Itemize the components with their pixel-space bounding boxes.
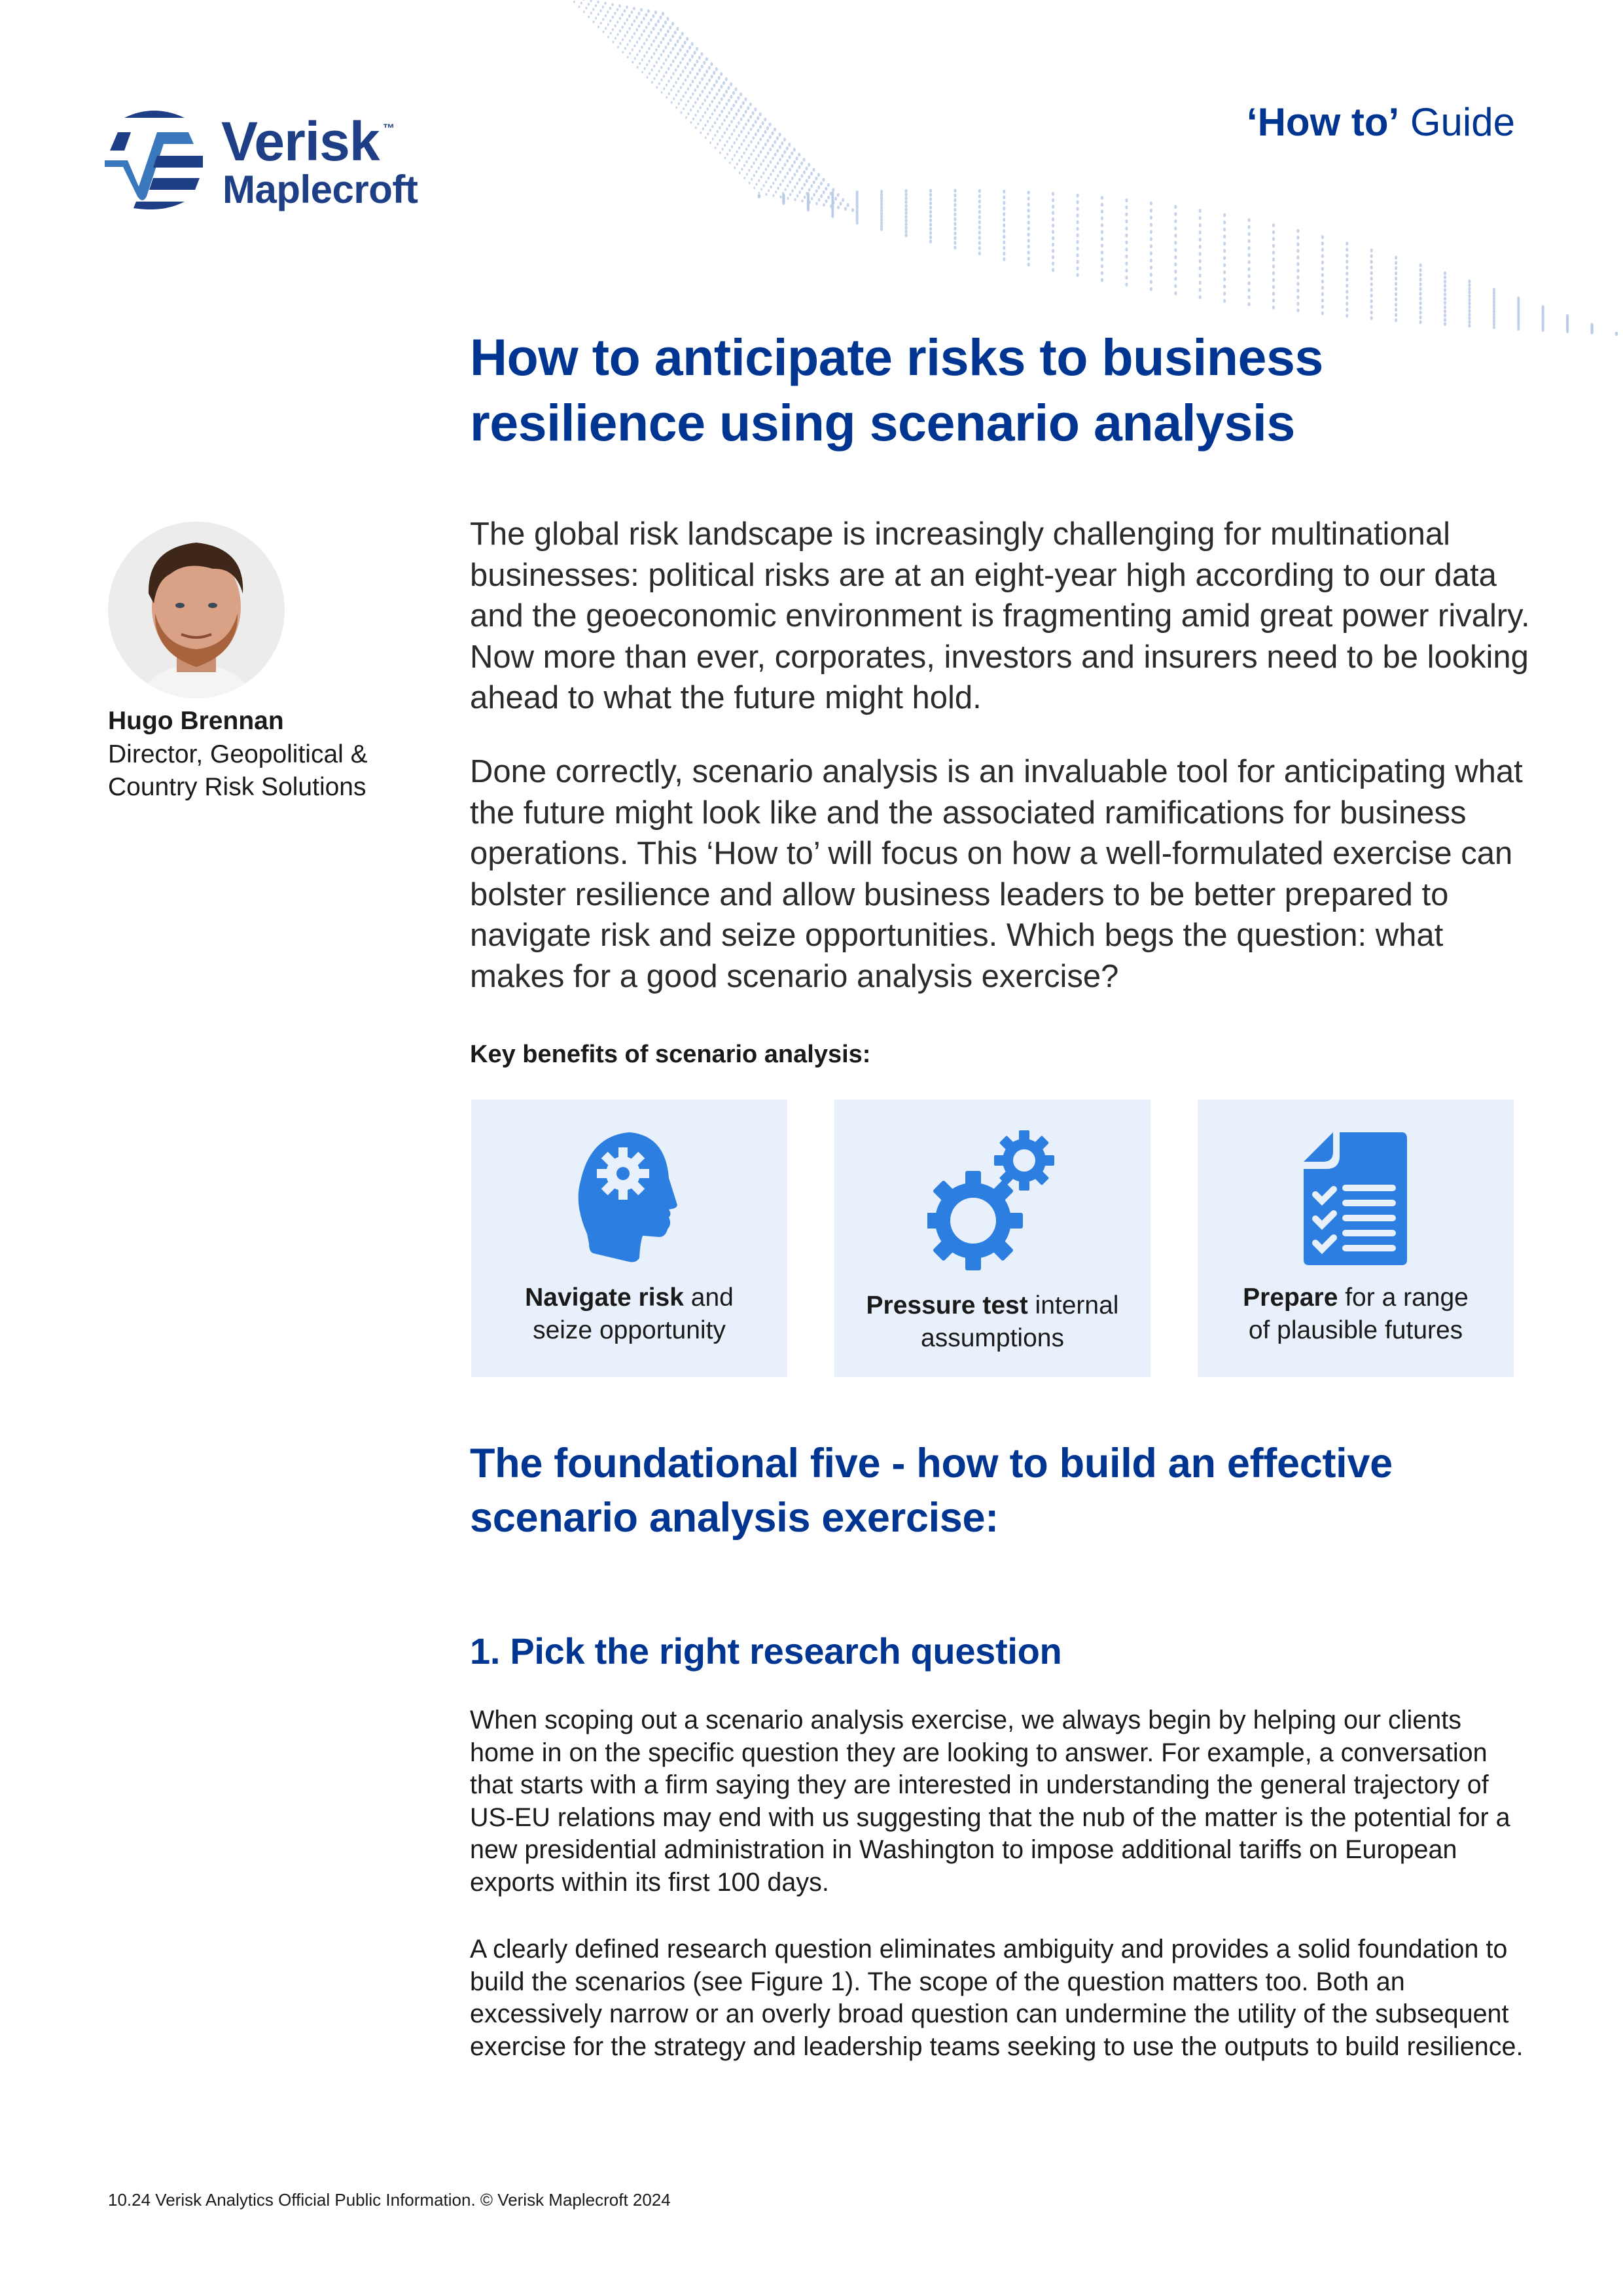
author-role — [108, 738, 396, 804]
gears-icon — [927, 1129, 1058, 1273]
benefit-caption-bold: Navigate risk — [525, 1283, 684, 1312]
step-1-paragraph-1: When scoping out a scenario analysis exercise, we always begin by helping our clients home in on the specific question they are looking to answer. For example, a conversation that starts with a firm saying they are interested in understanding the general trajectory of US-EU relations may end with us suggesting that the nub of the matter is the potential for a new presidential administration in Washington to impose additional tariffs on European exports within its first 100 days. — [470, 1706, 1510, 1897]
author-name: Hugo Brennan — [108, 707, 284, 735]
intro-paragraph-2: Done correctly, scenario analysis is an invaluable tool for anticipating what the future might look like and the associated ramifications for business operations. This ‘How to’ will focus on how a well-formulated exercise can bolster resilience and allow business leaders to be better prepared to navigate risk and seize opportunities. Which begs the question: what makes for a good scenario analysis exercise? — [470, 754, 1523, 994]
step-1-heading: 1. Pick the right research question — [470, 1630, 1062, 1672]
guide-label-bold: ‘How to’ — [1246, 100, 1400, 144]
head-gear-icon — [577, 1132, 682, 1270]
step-1-paragraph-2: A clearly defined research question eliminates ambiguity and provides a solid foundation to build the scenarios (see Figure 1). The scope of the question matters too. Both an excessively narrow or an overly broad question can undermine the utility of the subsequent exercise for the strategy and leadership teams seeking to use the outputs to build resilience. — [470, 1935, 1524, 2061]
benefit-card-prepare — [1198, 1100, 1514, 1377]
benefit-caption-line-2: of plausible futures — [1248, 1316, 1463, 1344]
section-heading-line-1: The foundational five - how to build an effective — [470, 1441, 1393, 1486]
decorative-dot-wave — [556, 0, 1623, 353]
logo-wordmark-maplecroft: Maplecroft — [223, 168, 418, 211]
benefit-caption-line-2: assumptions — [921, 1324, 1064, 1352]
author-portrait-icon — [108, 522, 285, 698]
document-type-label — [1247, 99, 1515, 145]
benefit-caption-line-2: seize opportunity — [533, 1316, 726, 1344]
benefit-caption-rest: and — [683, 1283, 734, 1312]
benefit-caption-rest: for a range — [1338, 1283, 1469, 1312]
logo-trademark: ™ — [383, 122, 395, 135]
benefit-caption-bold: Pressure test — [866, 1291, 1028, 1319]
verisk-maplecroft-logo — [105, 105, 445, 209]
verisk-logo-mark-icon — [105, 105, 203, 209]
author-avatar — [108, 522, 285, 698]
section-heading — [470, 1437, 1530, 1545]
logo-wordmark-verisk: Verisk — [221, 111, 380, 172]
title-line-1: How to anticipate risks to business — [470, 328, 1323, 386]
footer-copyright: 10.24 Verisk Analytics Official Public Information. © Verisk Maplecroft 2024 — [108, 2190, 671, 2210]
benefit-caption — [478, 1282, 781, 1347]
title-line-2: resilience using scenario analysis — [470, 393, 1295, 452]
benefits-label: Key benefits of scenario analysis: — [470, 1041, 871, 1068]
guide-label-light: Guide — [1410, 100, 1515, 144]
page-title — [470, 325, 1517, 456]
benefit-caption-bold: Prepare — [1243, 1283, 1338, 1312]
benefit-caption-rest: internal — [1027, 1291, 1119, 1319]
benefit-card-pressure-test — [834, 1100, 1150, 1377]
author-role-line-1: Director, Geopolitical & — [108, 740, 368, 768]
author-role-line-2: Country Risk Solutions — [108, 773, 366, 801]
checklist-document-icon — [1304, 1132, 1408, 1266]
intro-paragraph-1: The global risk landscape is increasingly challenging for multinational businesses: political risks are at an eight-year high according to our data and the geoeconomic environment is fragmenting amid great power rivalry. Now more than ever, corporates, investors and insurers need to be looking ahead to what the future might hold. — [470, 516, 1530, 715]
benefit-caption — [1204, 1282, 1507, 1347]
section-heading-line-2: scenario analysis exercise: — [470, 1495, 999, 1541]
benefit-caption — [841, 1289, 1144, 1355]
benefit-card-navigate-risk — [471, 1100, 787, 1377]
